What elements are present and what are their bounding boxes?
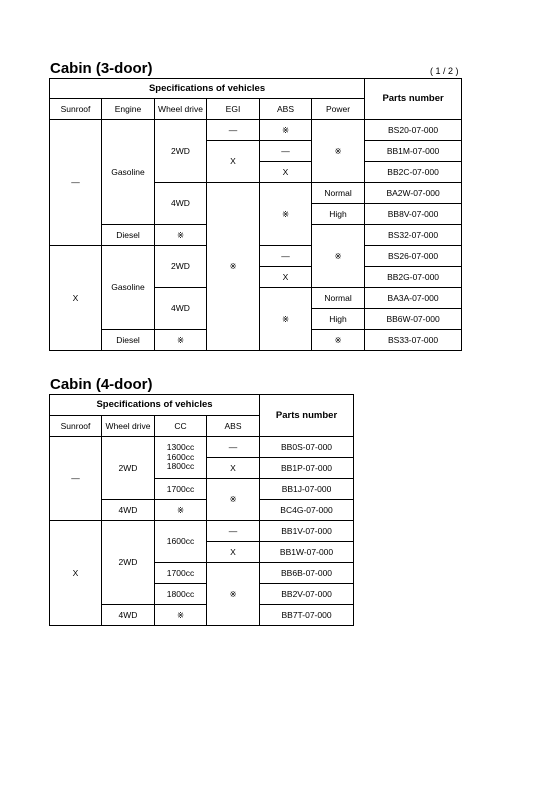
col-egi: EGI	[207, 99, 260, 120]
col-abs: ABS	[260, 99, 312, 120]
spec-header: Specifications of vehicles	[50, 395, 260, 416]
spec-header: Specifications of vehicles	[50, 79, 365, 99]
cabin-3door-title: Cabin (3-door)	[50, 60, 153, 77]
abs-value: ※	[207, 563, 260, 626]
part-number: BB6W-07-000	[365, 309, 462, 330]
part-number: BC4G-07-000	[260, 500, 354, 521]
abs-value: ※	[260, 183, 312, 246]
abs-value: ※	[260, 288, 312, 351]
cc-value: ※	[155, 500, 207, 521]
engine-value: Gasoline	[102, 246, 155, 330]
wheel-drive-value: 2WD	[155, 120, 207, 183]
abs-value: —	[207, 521, 260, 542]
abs-value: ※	[260, 120, 312, 141]
abs-value: X	[207, 542, 260, 563]
power-value: ※	[312, 330, 365, 351]
cc-value: 1800cc	[155, 584, 207, 605]
part-number: BB2V-07-000	[260, 584, 354, 605]
part-number: BB0S-07-000	[260, 437, 354, 458]
wheel-drive-value: ※	[155, 225, 207, 246]
part-number: BS26-07-000	[365, 246, 462, 267]
part-number: BS20-07-000	[365, 120, 462, 141]
cc-value: 1700cc	[155, 479, 207, 500]
part-number: BA2W-07-000	[365, 183, 462, 204]
col-wheel-drive: Wheel drive	[102, 416, 155, 437]
cc-value: 1700cc	[155, 563, 207, 584]
wheel-drive-value: 4WD	[102, 605, 155, 626]
part-number: BB1P-07-000	[260, 458, 354, 479]
power-value: High	[312, 309, 365, 330]
engine-value: Diesel	[102, 225, 155, 246]
egi-value: ※	[207, 183, 260, 351]
cc-value: ※	[155, 605, 207, 626]
power-value: Normal	[312, 183, 365, 204]
egi-value: —	[207, 120, 260, 141]
sunroof-value: X	[50, 246, 102, 351]
wheel-drive-value: 2WD	[102, 437, 155, 500]
cc-value	[155, 437, 207, 479]
power-value: ※	[312, 120, 365, 183]
part-number: BB1V-07-000	[260, 521, 354, 542]
cc-1300: 1300cc	[166, 442, 195, 453]
col-wheel-drive: Wheel drive	[155, 99, 207, 120]
col-engine: Engine	[102, 99, 155, 120]
sunroof-value: X	[50, 521, 102, 626]
part-number: BB1J-07-000	[260, 479, 354, 500]
part-number: BA3A-07-000	[365, 288, 462, 309]
abs-value: —	[260, 141, 312, 162]
part-number: BB2C-07-000	[365, 162, 462, 183]
power-value: Normal	[312, 288, 365, 309]
col-sunroof: Sunroof	[50, 416, 102, 437]
part-number: BB6B-07-000	[260, 563, 354, 584]
wheel-drive-value: 4WD	[102, 500, 155, 521]
cabin-3door-table	[49, 78, 462, 351]
abs-value: X	[260, 162, 312, 183]
part-number: BB1W-07-000	[260, 542, 354, 563]
abs-value: —	[260, 246, 312, 267]
cc-1800: 1800cc	[166, 461, 195, 472]
egi-value: X	[207, 141, 260, 183]
sunroof-value: —	[50, 437, 102, 521]
parts-number-header: Parts number	[260, 395, 354, 437]
cc-1600: 1600cc	[166, 451, 195, 462]
col-cc: CC	[155, 416, 207, 437]
part-number: BB1M-07-000	[365, 141, 462, 162]
abs-value: ※	[207, 479, 260, 521]
cabin-4door-title: Cabin (4-door)	[50, 376, 153, 393]
part-number: BB7T-07-000	[260, 605, 354, 626]
part-number: BS33-07-000	[365, 330, 462, 351]
sunroof-value: —	[50, 120, 102, 246]
wheel-drive-value: 4WD	[155, 183, 207, 225]
part-number: BS32-07-000	[365, 225, 462, 246]
power-value: High	[312, 204, 365, 225]
cabin-4door-table	[49, 394, 354, 626]
wheel-drive-value: 4WD	[155, 288, 207, 330]
col-sunroof: Sunroof	[50, 99, 102, 120]
wheel-drive-value: 2WD	[155, 246, 207, 288]
wheel-drive-value: ※	[155, 330, 207, 351]
abs-value: X	[207, 458, 260, 479]
part-number: BB2G-07-000	[365, 267, 462, 288]
engine-value: Gasoline	[102, 120, 155, 225]
abs-value: X	[260, 267, 312, 288]
engine-value: Diesel	[102, 330, 155, 351]
parts-number-header: Parts number	[365, 79, 462, 120]
power-value: ※	[312, 225, 365, 288]
abs-value: —	[207, 437, 260, 458]
cc-value: 1600cc	[155, 521, 207, 563]
col-power: Power	[312, 99, 365, 120]
wheel-drive-value: 2WD	[102, 521, 155, 605]
col-abs: ABS	[207, 416, 260, 437]
page-indicator: ( 1 / 2 )	[430, 66, 459, 76]
part-number: BB8V-07-000	[365, 204, 462, 225]
